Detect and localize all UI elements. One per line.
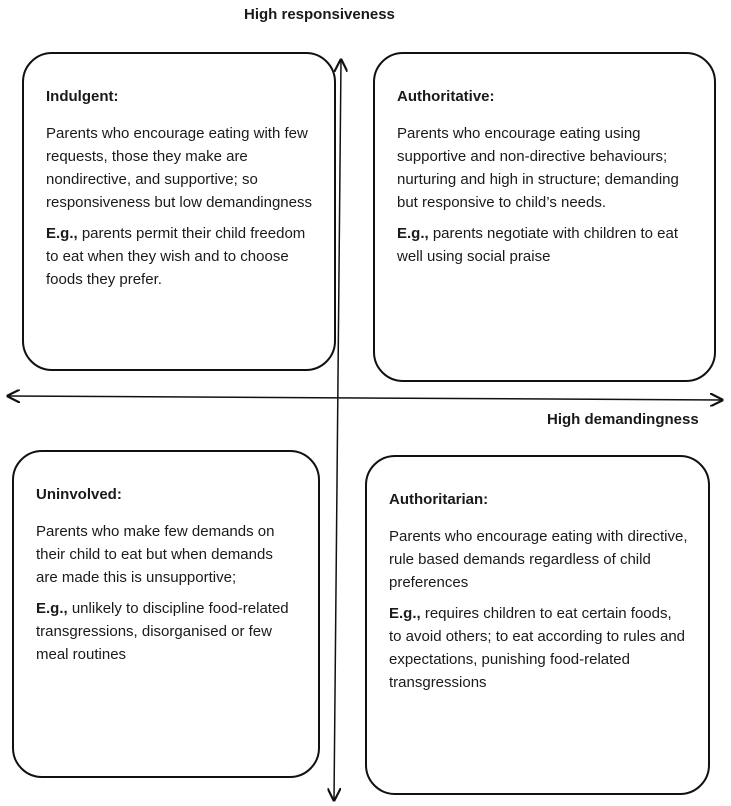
example-text: requires children to eat certain foods, to avoid others; to eat according to rules and expectations, punishing food-related transgressions [389, 605, 686, 691]
quadrant-description: Parents who encourage eating with few requests, those they make are nondirective, and supportive; so responsiveness but low demandingness [46, 125, 312, 211]
quadrant-description: Parents who encourage eating using supportive and non-directive behaviours; nurturing and high in structure; demanding but responsive to child’s needs. [397, 125, 679, 211]
horizontal-axis [8, 396, 722, 400]
example-text: unlikely to discipline food-related transgressions, disorganised or few meal routines [36, 600, 289, 663]
vertical-axis [334, 60, 341, 800]
quadrant-description: Parents who make few demands on their child to eat but when demands are made this is unsupportive; [36, 523, 275, 586]
vertical-axis-label: High responsiveness [244, 6, 395, 23]
example-text: parents negotiate with children to eat well using social praise [397, 225, 678, 265]
example-prefix: E.g., [46, 225, 78, 242]
example-prefix: E.g., [389, 605, 421, 622]
quadrant-title: Uninvolved: [36, 486, 122, 503]
example-prefix: E.g., [36, 600, 68, 617]
example-text: parents permit their child freedom to eat when they wish and to choose foods they prefer. [46, 225, 306, 288]
quadrant-title: Authoritative: [397, 88, 495, 105]
quadrant-title: Indulgent: [46, 88, 119, 105]
quadrant-description: Parents who encourage eating with directive, rule based demands regardless of child preferences [389, 528, 688, 591]
horizontal-axis-label: High demandingness [547, 411, 699, 428]
quadrant-title: Authoritarian: [389, 491, 489, 508]
example-prefix: E.g., [397, 225, 429, 242]
